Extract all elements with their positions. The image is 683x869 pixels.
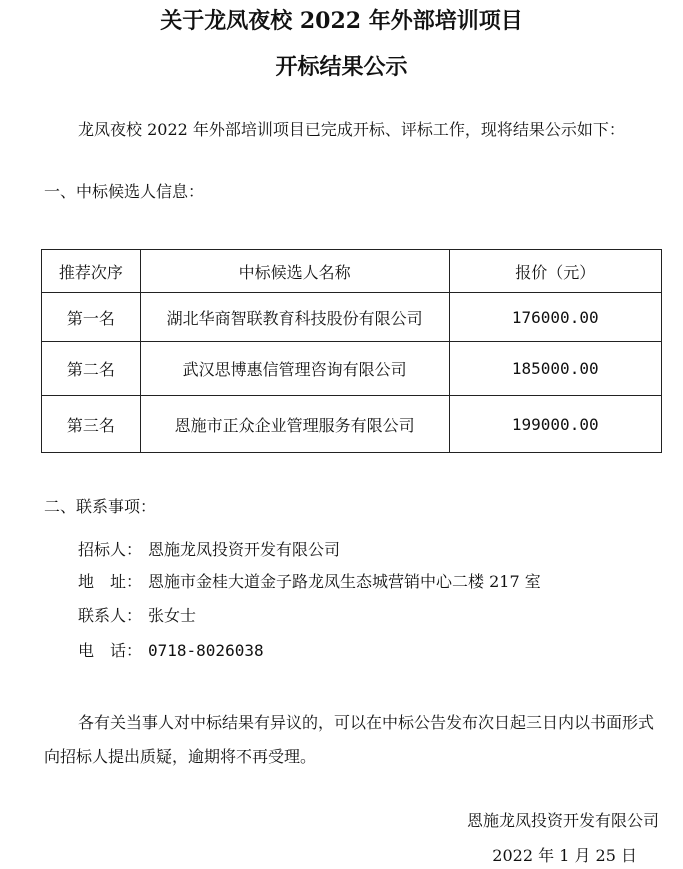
- cell-price: 199000.00: [449, 396, 662, 453]
- contact-phone-value: 0718-8026038: [148, 641, 264, 660]
- signature-organization: 恩施龙凤投资开发有限公司: [466, 811, 659, 830]
- contact-person-value: 张女士: [148, 606, 197, 625]
- cell-rank: 第二名: [42, 342, 141, 396]
- contact-address-value: 恩施市金桂大道金子路龙凤生态城营销中心二楼 217 室: [148, 572, 541, 591]
- table-header-row: [42, 250, 662, 293]
- objection-notice: 各有关当事人对中标结果有异议的，可以在中标公告发布次日起三日内以书面形式向招标人提出质疑，逾期将不再受理。: [44, 713, 655, 766]
- cell-name: 湖北华商智联教育科技股份有限公司: [140, 293, 449, 342]
- intro-paragraph: 龙凤夜校 2022 年外部培训项目已完成开标、评标工作，现将结果公示如下：: [78, 120, 625, 139]
- contact-address: [78, 571, 541, 593]
- table-row: [42, 293, 662, 342]
- contact-tenderer-value: 恩施龙凤投资开发有限公司: [148, 540, 341, 559]
- cell-name: 武汉思博惠信管理咨询有限公司: [140, 342, 449, 396]
- contact-person: [78, 605, 196, 627]
- table-row: [42, 396, 662, 453]
- cell-price: 176000.00: [449, 293, 662, 342]
- table-row: [42, 342, 662, 396]
- contact-tenderer: [78, 539, 340, 561]
- column-header-rank: 推荐次序: [42, 250, 141, 293]
- cell-name: 恩施市正众企业管理服务有限公司: [140, 396, 449, 453]
- document-subtitle: 开标结果公示: [275, 54, 408, 80]
- cell-price: 185000.00: [449, 342, 662, 396]
- contact-phone-label: 电 话：: [78, 641, 143, 660]
- section-heading-candidates: 一、中标候选人信息：: [44, 182, 205, 201]
- document-title: 关于龙凤夜校 2022 年外部培训项目: [160, 8, 523, 34]
- signature-date: 2022 年 1 月 25 日: [492, 846, 637, 865]
- cell-rank: 第三名: [42, 396, 141, 453]
- column-header-price: 报价（元）: [449, 250, 662, 293]
- candidates-table: [41, 249, 662, 453]
- column-header-name: 中标候选人名称: [140, 250, 449, 293]
- contact-address-label: 地 址：: [78, 572, 143, 591]
- contact-tenderer-label: 招标人：: [78, 540, 143, 559]
- contact-phone: [78, 640, 264, 662]
- contact-person-label: 联系人：: [78, 606, 143, 625]
- section-heading-contact: 二、联系事项：: [44, 497, 157, 516]
- cell-rank: 第一名: [42, 293, 141, 342]
